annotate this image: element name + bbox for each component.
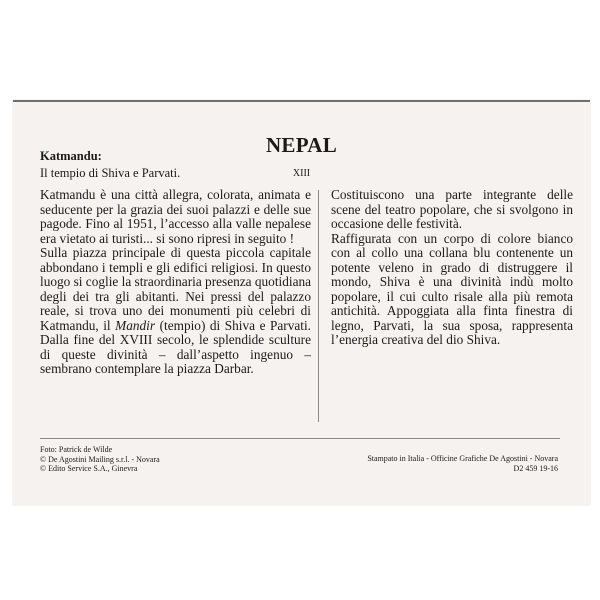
right-column <box>331 188 573 348</box>
left-column <box>40 188 311 377</box>
catalog-code: D2 459 19-16 <box>513 463 558 473</box>
card-number: XIII <box>292 168 311 179</box>
photo-credit: Foto: Patrick de Wilde <box>40 445 113 454</box>
postcard-back <box>13 100 590 505</box>
left-paragraph-2-end: (tempio) di Shiva e Parvati. Dalla fine del XVIII secolo, le splendide sculture di queste divinità – dall’aspetto ingenuo – sembrano contemplare la piazza Darbar. <box>40 317 311 376</box>
subtitle: Il tempio di Shiva e Parvati. <box>40 166 181 180</box>
credits <box>40 445 160 474</box>
right-paragraph-1: Costituiscono una parte integrante delle scene del teatro popolare, che si svolgono in occasione delle festività. <box>331 187 573 231</box>
column-divider <box>318 190 319 422</box>
copyright-2: © Edito Service S.A., Ginevra <box>40 464 138 473</box>
italic-term: Mandir <box>115 317 156 333</box>
right-paragraph-2: Raffigurata con un corpo di colore bianco con al collo una collana blu contenente un potente veleno in grado di distruggere il mondo, Shiva è una divinità indù molto popolare, il cui culto risale alla più remota antichità. Appoggiata alla finta finestra di legno, Parvati, la sua sposa, rappresenta l’energia creativa del dio Shiva. <box>331 230 573 347</box>
place-heading: Katmandu: <box>40 149 102 163</box>
printer-info <box>367 454 558 473</box>
card-title: NEPAL <box>265 133 338 157</box>
footer-rule <box>40 438 560 439</box>
copyright-1: © De Agostini Mailing s.r.l. - Novara <box>40 454 160 464</box>
left-paragraph-1: Katmandu è una città allegra, colorata, animata e seducente per la grazia dei suoi palazzi e delle sue pagode. Fino al 1951, l’accesso alla valle nepalese era vietato ai turisti... si sono ripresi in seguito ! <box>40 187 311 246</box>
left-paragraph-2-start: Sulla piazza principale di questa piccola capitale abbondano i templi e gli edifici religiosi. In questo luogo si coglie la straordinaria presenza quotidiana degli dei tra gli abitanti. Nei pressi del palazzo reale, si trova uno dei monumenti più celebri di Katmandu, il <box>40 245 312 333</box>
left-paragraph-2 <box>40 246 311 377</box>
printer-line: Stampato in Italia - Officine Grafiche De Agostini - Novara <box>367 454 558 463</box>
